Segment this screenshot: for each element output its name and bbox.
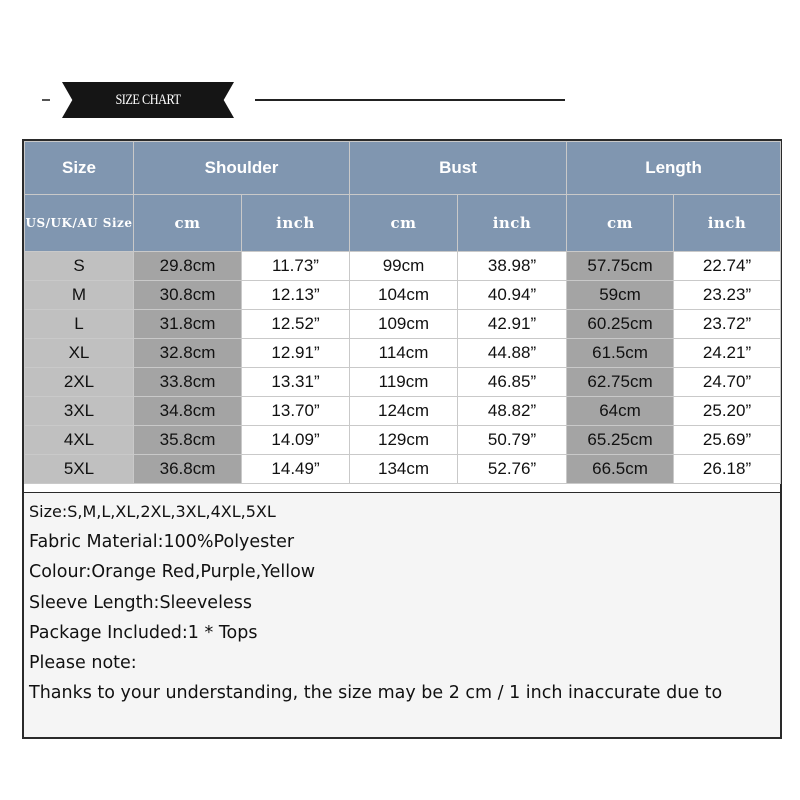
shoulder-inch-cell: 12.91”	[242, 339, 350, 368]
shoulder-inch-cell: 13.31”	[242, 368, 350, 397]
length-inch-cell: 25.20”	[674, 397, 781, 426]
length-cm-cell: 59cm	[567, 281, 674, 310]
shoulder-cm-cell: 29.8cm	[134, 252, 242, 281]
header-unit: inch	[458, 195, 567, 252]
length-inch-cell: 22.74”	[674, 252, 781, 281]
shoulder-inch-cell: 12.52”	[242, 310, 350, 339]
size-cell: 4XL	[25, 426, 134, 455]
length-inch-cell: 23.72”	[674, 310, 781, 339]
bust-inch-cell: 52.76”	[458, 455, 567, 484]
length-cm-cell: 60.25cm	[567, 310, 674, 339]
header-shoulder: Shoulder	[134, 142, 350, 195]
table-row	[25, 368, 781, 397]
header-unit: cm	[350, 195, 458, 252]
size-table-body	[25, 252, 781, 484]
length-cm-cell: 57.75cm	[567, 252, 674, 281]
length-inch-cell: 24.70”	[674, 368, 781, 397]
shoulder-cm-cell: 30.8cm	[134, 281, 242, 310]
bust-inch-cell: 50.79”	[458, 426, 567, 455]
header-unit: cm	[567, 195, 674, 252]
note-package: Package Included:1 * Tops	[29, 622, 258, 643]
bust-inch-cell: 38.98”	[458, 252, 567, 281]
table-row	[25, 281, 781, 310]
table-row	[25, 339, 781, 368]
banner-dash	[42, 99, 50, 101]
note-colour: Colour:Orange Red,Purple,Yellow	[29, 562, 316, 583]
size-cell: XL	[25, 339, 134, 368]
length-cm-cell: 62.75cm	[567, 368, 674, 397]
bust-inch-cell: 44.88”	[458, 339, 567, 368]
length-cm-cell: 65.25cm	[567, 426, 674, 455]
length-cm-cell: 64cm	[567, 397, 674, 426]
note-please-note: Please note:	[29, 652, 137, 673]
note-sleeve: Sleeve Length:Sleeveless	[29, 592, 252, 613]
product-notes	[22, 493, 782, 739]
size-chart-banner	[40, 80, 570, 120]
header-row-units	[25, 195, 781, 252]
bust-inch-cell: 46.85”	[458, 368, 567, 397]
table-row	[25, 455, 781, 484]
length-inch-cell: 24.21”	[674, 339, 781, 368]
note-accuracy: Thanks to your understanding, the size may be 2 cm / 1 inch inaccurate due to	[29, 683, 723, 704]
bust-inch-cell: 42.91”	[458, 310, 567, 339]
shoulder-inch-cell: 14.49”	[242, 455, 350, 484]
header-row-groups	[25, 142, 781, 195]
shoulder-inch-cell: 12.13”	[242, 281, 350, 310]
shoulder-cm-cell: 34.8cm	[134, 397, 242, 426]
header-unit: inch	[242, 195, 350, 252]
shoulder-inch-cell: 14.09”	[242, 426, 350, 455]
length-inch-cell: 25.69”	[674, 426, 781, 455]
shoulder-cm-cell: 32.8cm	[134, 339, 242, 368]
header-length: Length	[567, 142, 781, 195]
header-size-system: US/UK/AU Size	[25, 195, 134, 252]
table-row	[25, 426, 781, 455]
bust-cm-cell: 99cm	[350, 252, 458, 281]
bust-cm-cell: 104cm	[350, 281, 458, 310]
table-row	[25, 252, 781, 281]
table-row	[25, 397, 781, 426]
length-inch-cell: 26.18”	[674, 455, 781, 484]
bust-inch-cell: 40.94”	[458, 281, 567, 310]
bust-cm-cell: 114cm	[350, 339, 458, 368]
shoulder-cm-cell: 31.8cm	[134, 310, 242, 339]
length-inch-cell: 23.23”	[674, 281, 781, 310]
shoulder-cm-cell: 35.8cm	[134, 426, 242, 455]
shoulder-cm-cell: 36.8cm	[134, 455, 242, 484]
size-cell: S	[25, 252, 134, 281]
shoulder-inch-cell: 11.73”	[242, 252, 350, 281]
header-bust: Bust	[350, 142, 567, 195]
bust-cm-cell: 119cm	[350, 368, 458, 397]
bust-inch-cell: 48.82”	[458, 397, 567, 426]
bust-cm-cell: 134cm	[350, 455, 458, 484]
size-cell: M	[25, 281, 134, 310]
bust-cm-cell: 124cm	[350, 397, 458, 426]
length-cm-cell: 61.5cm	[567, 339, 674, 368]
size-cell: 2XL	[25, 368, 134, 397]
length-cm-cell: 66.5cm	[567, 455, 674, 484]
size-cell: L	[25, 310, 134, 339]
header-unit: cm	[134, 195, 242, 252]
size-cell: 3XL	[25, 397, 134, 426]
shoulder-cm-cell: 33.8cm	[134, 368, 242, 397]
banner-rule	[255, 99, 565, 101]
header-unit: inch	[674, 195, 781, 252]
note-sizes: Size:S,M,L,XL,2XL,3XL,4XL,5XL	[29, 502, 276, 521]
table-row	[25, 310, 781, 339]
bust-cm-cell: 129cm	[350, 426, 458, 455]
bust-cm-cell: 109cm	[350, 310, 458, 339]
size-chart-table-frame	[22, 139, 782, 494]
note-fabric: Fabric Material:100%Polyester	[29, 532, 295, 553]
header-size: Size	[25, 142, 134, 195]
size-cell: 5XL	[25, 455, 134, 484]
banner-title: SIZE CHART	[115, 92, 181, 108]
shoulder-inch-cell: 13.70”	[242, 397, 350, 426]
size-chart-table	[24, 141, 781, 484]
